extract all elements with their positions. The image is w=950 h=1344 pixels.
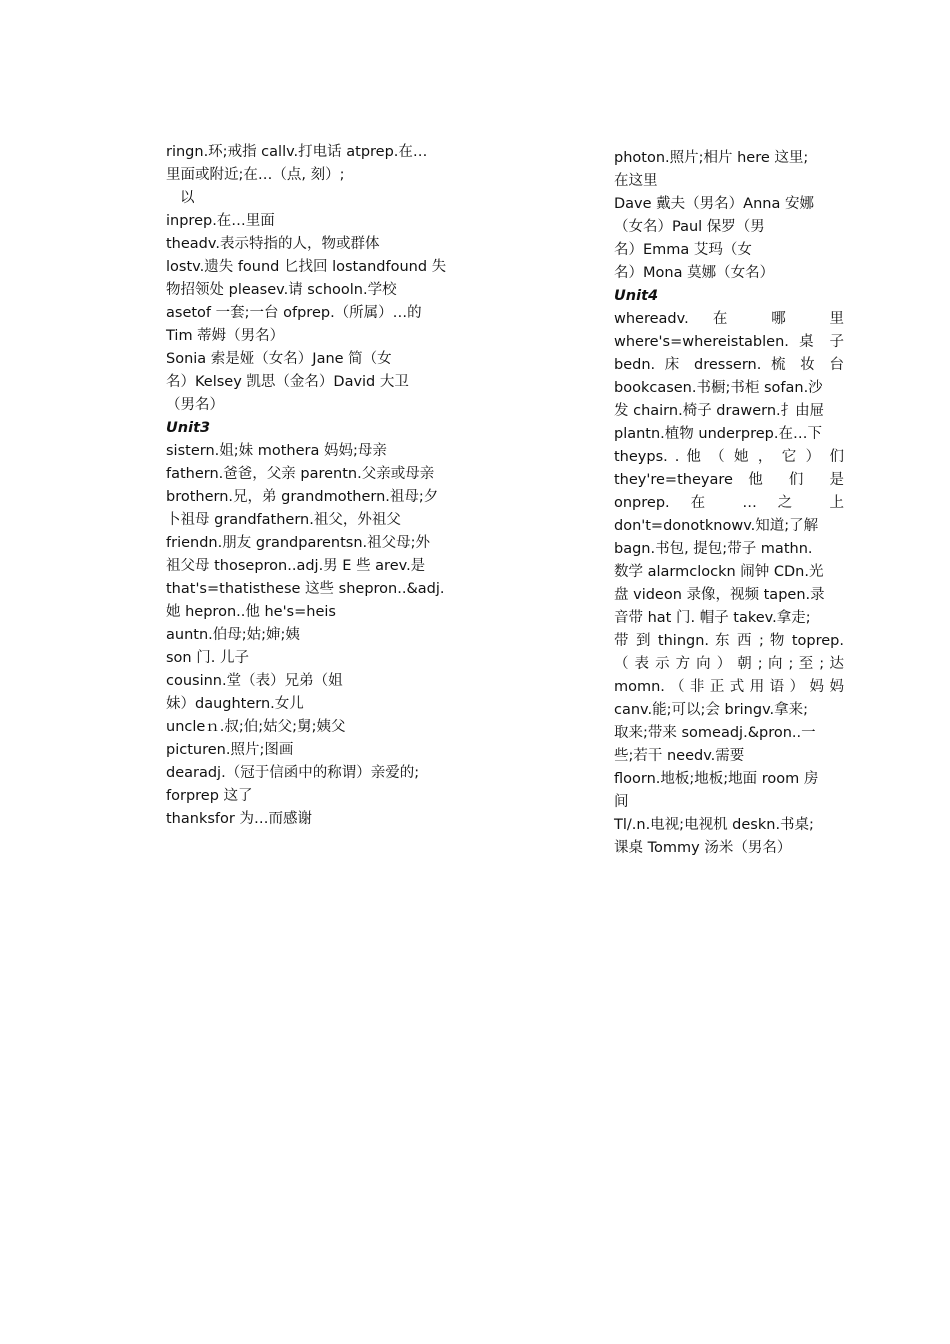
vocab-line: 些;若干 needv.需要 [614,748,745,764]
vocab-line: （ 表 示 方 向 ） 朝 ; 向 ; 至 ; 达 [614,656,844,672]
vocab-line: 祖父母 thosepron..adj.男 E 些 arev.是 [166,558,426,574]
vocab-line: Tl/.n.电视;电视机 deskn.书桌; [614,817,814,833]
vocab-line: uncleｎ.叔;伯;姑父;舅;姨父 [166,719,346,735]
vocab-line: friendn.朋友 grandparentsn.祖父母;外 [166,535,431,551]
vocab-line: （男名） [166,397,224,413]
vocab-line: bagn.书包, 提包;带子 mathn. [614,541,813,557]
vocab-line: 发 chairn.椅子 drawern.扌由屉 [614,403,825,419]
vocab-line: whereadv. 在 哪 里 [614,311,844,327]
unit3-heading: Unit3 [166,420,211,436]
vocab-line: brothern.兄，弟 grandmothern.祖母;夕 [166,489,439,505]
vocab-line: 在这里 [614,173,658,189]
vocab-line: 里面或附近;在…（点, 刻）; [166,167,345,183]
vocab-line: 她 hepron..他 he's=heis [166,604,336,620]
vocab-line: inprep.在…里面 [166,213,275,229]
vocab-line: onprep. 在 … 之 上 [614,495,844,511]
vocab-line: dearadj.（冠于信函中的称谓）亲爱的; [166,765,420,781]
right-vocabulary-column [614,147,844,860]
vocab-line: auntn.伯母;姑;婶;姨 [166,627,300,643]
vocab-line: fathern.爸爸，父亲 parentn.父亲或母亲 [166,466,435,482]
vocab-line: Dave 戴夫（男名）Anna 安娜 [614,196,814,212]
left-vocabulary-column [166,141,462,831]
vocab-line: 数学 alarmclockn 闹钟 CDn.光 [614,564,824,580]
vocab-line: floorn.地板;地板;地面 room 房 [614,771,819,787]
vocab-line: 名）Mona 莫娜（女名） [614,265,775,281]
vocab-line: 带 到 thingn. 东 西 ; 物 toprep. [614,633,844,649]
vocab-line: son 门. 儿子 [166,650,249,666]
vocab-line: 课桌 Tommy 汤米（男名） [614,840,792,856]
vocab-line: photon.照片;相片 here 这里; [614,150,809,166]
vocab-line: 音带 hat 门. 帽子 takev.拿走; [614,610,811,626]
vocab-line: 间 [614,794,629,810]
vocab-line: plantn.植物 underprep.在…下 [614,426,822,442]
vocab-line: lostv.遗失 found 匕找回 lostandfound 失 [166,259,447,275]
vocab-line: Sonia 索是娅（女名）Jane 简（女 [166,351,392,367]
vocab-line: momn. （ 非 正 式 用 语 ） 妈 妈 [614,679,844,695]
vocab-line: 盘 videon 录像，视频 tapen.录 [614,587,825,603]
vocab-line: cousinn.堂（表）兄弟（姐 [166,673,343,689]
vocab-line: 妹）daughtern.女儿 [166,696,304,712]
vocab-line: bookcasen.书橱;书柜 sofan.沙 [614,380,823,396]
vocab-line: 以 [180,190,195,206]
vocab-line: forprep 这了 [166,788,253,804]
vocab-line: they're=theyare 他 们 是 [614,472,844,488]
vocab-line: where's=whereistablen. 桌 子 [614,334,844,350]
vocab-line: thanksfor 为…而感谢 [166,811,312,827]
vocab-line: bedn. 床 dressern. 梳 妆 台 [614,357,844,373]
vocab-line: 物招领处 pleasev.请 schooln.学校 [166,282,397,298]
vocab-line: that's=thatisthese 这些 shepron..&adj. [166,581,445,597]
vocab-line: 卜祖母 grandfathern.祖父，外祖父 [166,512,401,528]
vocab-line: 取来;带来 someadj.&pron..一 [614,725,816,741]
unit4-heading: Unit4 [614,288,659,304]
vocab-line: Tim 蒂姆（男名） [166,328,285,344]
vocab-line: canv.能;可以;会 bringv.拿来; [614,702,809,718]
vocab-line: （女名）Paul 保罗（男 [614,219,765,235]
vocab-line: sistern.姐;妹 mothera 妈妈;母亲 [166,443,387,459]
vocab-line: theadv.表示特指的人，物或群体 [166,236,380,252]
vocab-line: 名）Emma 艾玛（女 [614,242,752,258]
vocab-line: asetof 一套;一台 ofprep.（所属）…的 [166,305,422,321]
vocab-line: don't=donotknowv.知道;了解 [614,518,819,534]
vocab-line: ringn.环;戒指 callv.打电话 atprep.在… [166,144,428,160]
vocab-line: picturen.照片;图画 [166,742,294,758]
vocab-line: theyps. . 他 （ 她 ， 它 ） 们 [614,449,844,465]
vocab-line: 名）Kelsey 凯思（金名）David 大卫 [166,374,409,390]
